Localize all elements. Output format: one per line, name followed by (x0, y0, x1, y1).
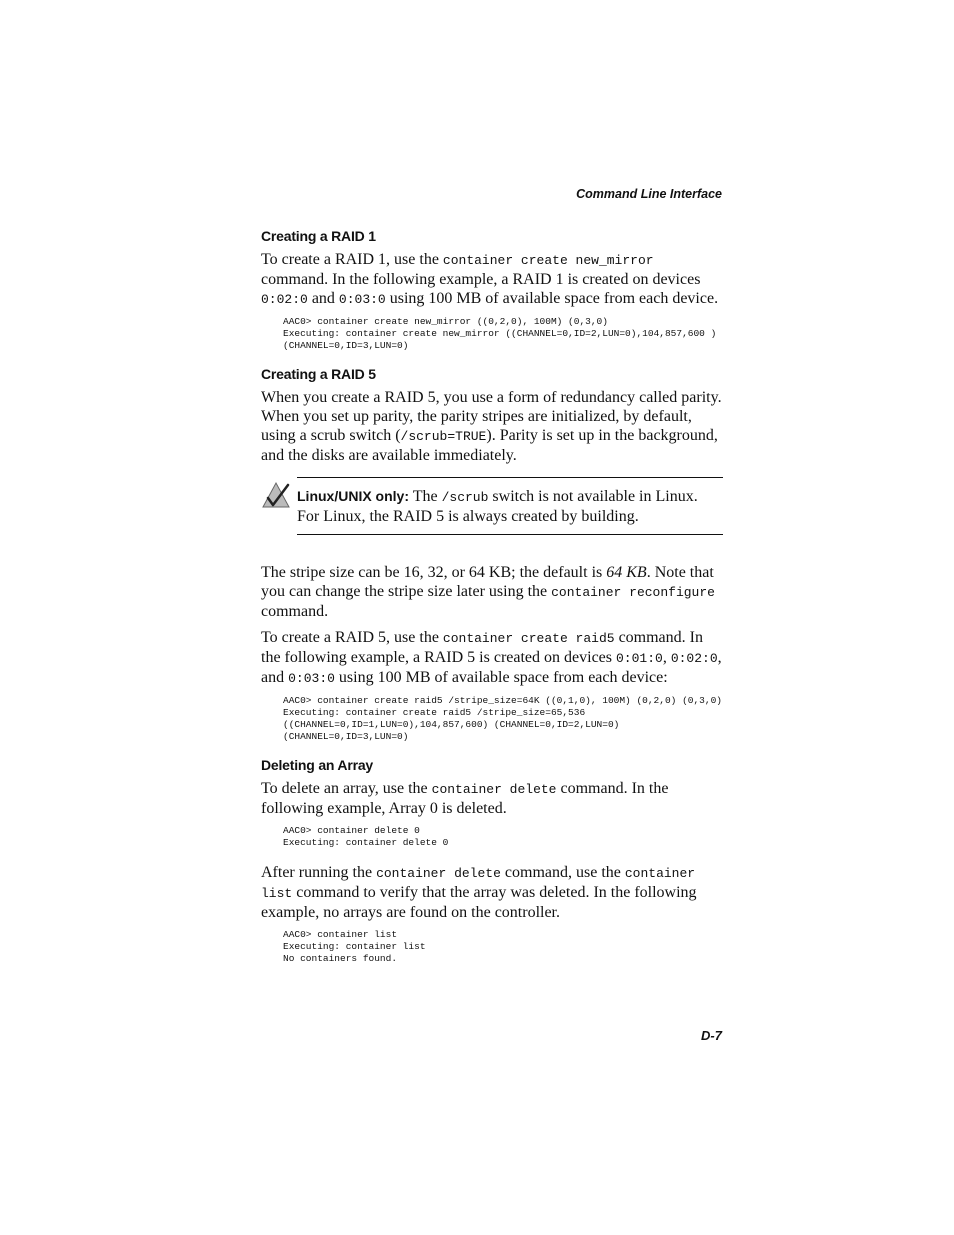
stripe-size-paragraph: The stripe size can be 16, 32, or 64 KB; the default is 64 KB. Note that you can change the stripe size later using the container reconfigure command. (261, 564, 715, 620)
raid1-paragraph: To create a RAID 1, use the container create new_mirror command. In the following example, a RAID 1 is created on devices 0:02:0 and 0:03:0 using 100 MB of available space from each device. (261, 251, 719, 307)
heading-creating-raid5: Creating a RAID 5 (261, 366, 376, 382)
raid1-code-example: AAC0> container create new_mirror ((0,2,0), 100M) (0,3,0) Executing: container create new_mirror ((CHANNEL=0,ID=2,LUN=0),104,857,600 ) (CHANNEL=0,ID=3,LUN=0) (283, 316, 717, 351)
page-content (261, 228, 723, 979)
heading-deleting-array: Deleting an Array (261, 757, 374, 773)
running-header: Command Line Interface (576, 187, 722, 201)
note-label: Linux/UNIX only: (297, 488, 409, 504)
page-number: D-7 (701, 1028, 722, 1043)
raid5-create-paragraph: To create a RAID 5, use the container create raid5 command. In the following example, a RAID 5 is created on devices 0:01:0, 0:02:0, and 0:03:0 using 100 MB of available space from each device: (261, 629, 722, 686)
heading-creating-raid1: Creating a RAID 1 (261, 228, 376, 244)
list-paragraph: After running the container delete command, use the container list command to verify that the array was deleted. In the following example, no arrays are found on the controller. (261, 864, 697, 921)
raid5-code-example: AAC0> container create raid5 /stripe_size=64K ((0,1,0), 100M) (0,2,0) (0,3,0) Executing: container create raid5 /stripe_size=65,536 ((CHANNEL=0,ID=1,LUN=0),104,857,600) (CHANNEL=0,ID=2,LUN=0) (CHANNEL=0,ID=3,LUN=0) (283, 695, 722, 742)
raid5-intro-paragraph: When you create a RAID 5, you use a form of redundancy called parity. When you set up parity, the parity stripes are initialized, by default, using a scrub switch (/scrub=TRUE). Parity is set up in the background, and the disks are available immediately. (261, 389, 722, 464)
pencil-checkmark-note-icon (261, 481, 291, 509)
note-text: Linux/UNIX only: The /scrub switch is not available in Linux. For Linux, the RAID 5 is always created by building. (297, 488, 698, 525)
delete-paragraph: To delete an array, use the container delete command. In the following example, Array 0 is deleted. (261, 780, 669, 817)
note-box (297, 477, 723, 535)
delete-code-example: AAC0> container delete 0 Executing: container delete 0 (283, 825, 449, 848)
list-code-example: AAC0> container list Executing: container list No containers found. (283, 929, 426, 964)
linux-note (261, 477, 723, 535)
